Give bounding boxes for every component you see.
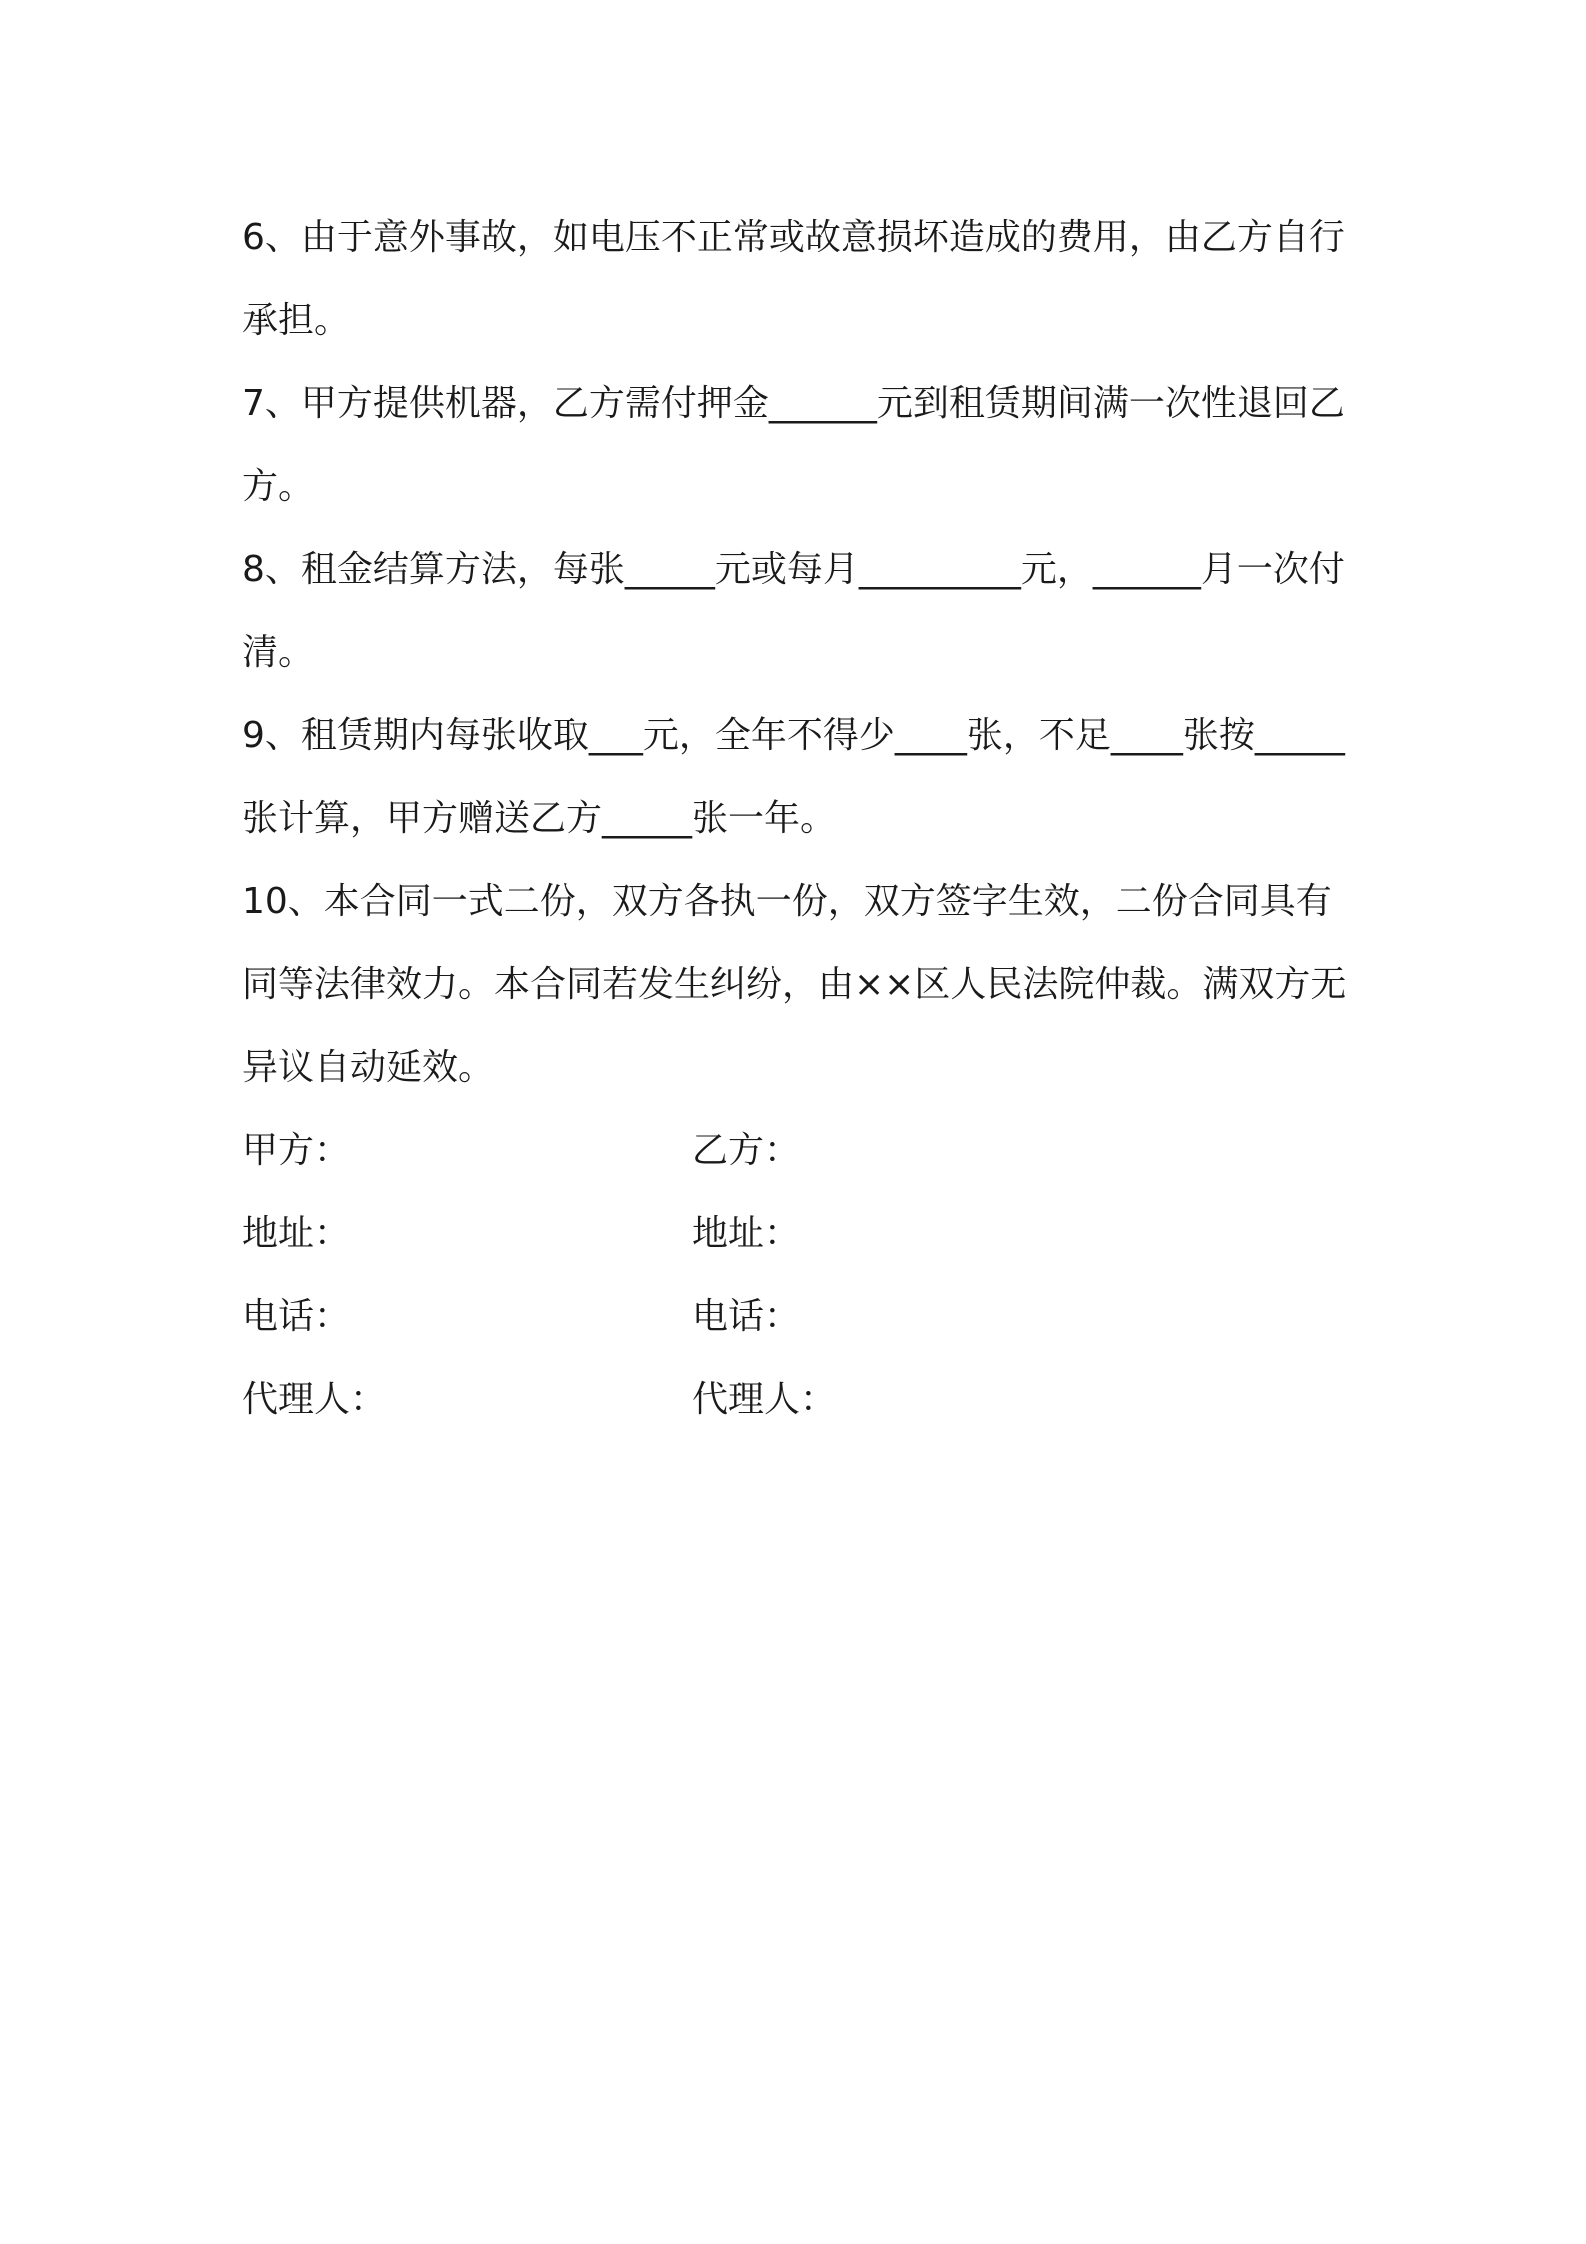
contract-body bbox=[242, 196, 1352, 1441]
party-a-label: 甲方： bbox=[242, 1130, 351, 1171]
signature-row-party bbox=[242, 1109, 1352, 1192]
party-a-agent-label: 代理人： bbox=[242, 1379, 387, 1420]
party-a-phone-label: 电话： bbox=[242, 1296, 351, 1337]
clause-6: 6、由于意外事故，如电压不正常或故意损坏造成的费用，由乙方自行承担。 bbox=[242, 217, 1345, 341]
party-a-address-label: 地址： bbox=[242, 1213, 351, 1254]
signature-block bbox=[242, 1109, 1352, 1441]
party-b-agent-label: 代理人： bbox=[692, 1379, 837, 1420]
party-b-address-label: 地址： bbox=[692, 1213, 801, 1254]
clause-7: 7、甲方提供机器，乙方需付押金______元到租赁期间满一次性退回乙方。 bbox=[242, 383, 1345, 507]
signature-row-agent bbox=[242, 1358, 1352, 1441]
party-b-label: 乙方： bbox=[692, 1130, 801, 1171]
party-b-phone-label: 电话： bbox=[692, 1296, 801, 1337]
signature-row-address bbox=[242, 1192, 1352, 1275]
clause-8: 8、租金结算方法，每张_____元或每月_________元，______月一次付清。 bbox=[242, 549, 1345, 673]
clause-9: 9、租赁期内每张收取___元，全年不得少____张，不足____张按_____张计算，甲方赠送乙方_____张一年。 bbox=[242, 715, 1345, 839]
clause-10: 10、本合同一式二份，双方各执一份，双方签字生效，二份合同具有同等法律效力。本合同若发生纠纷，由××区人民法院仲裁。满双方无异议自动延效。 bbox=[242, 881, 1347, 1088]
signature-row-phone bbox=[242, 1275, 1352, 1358]
